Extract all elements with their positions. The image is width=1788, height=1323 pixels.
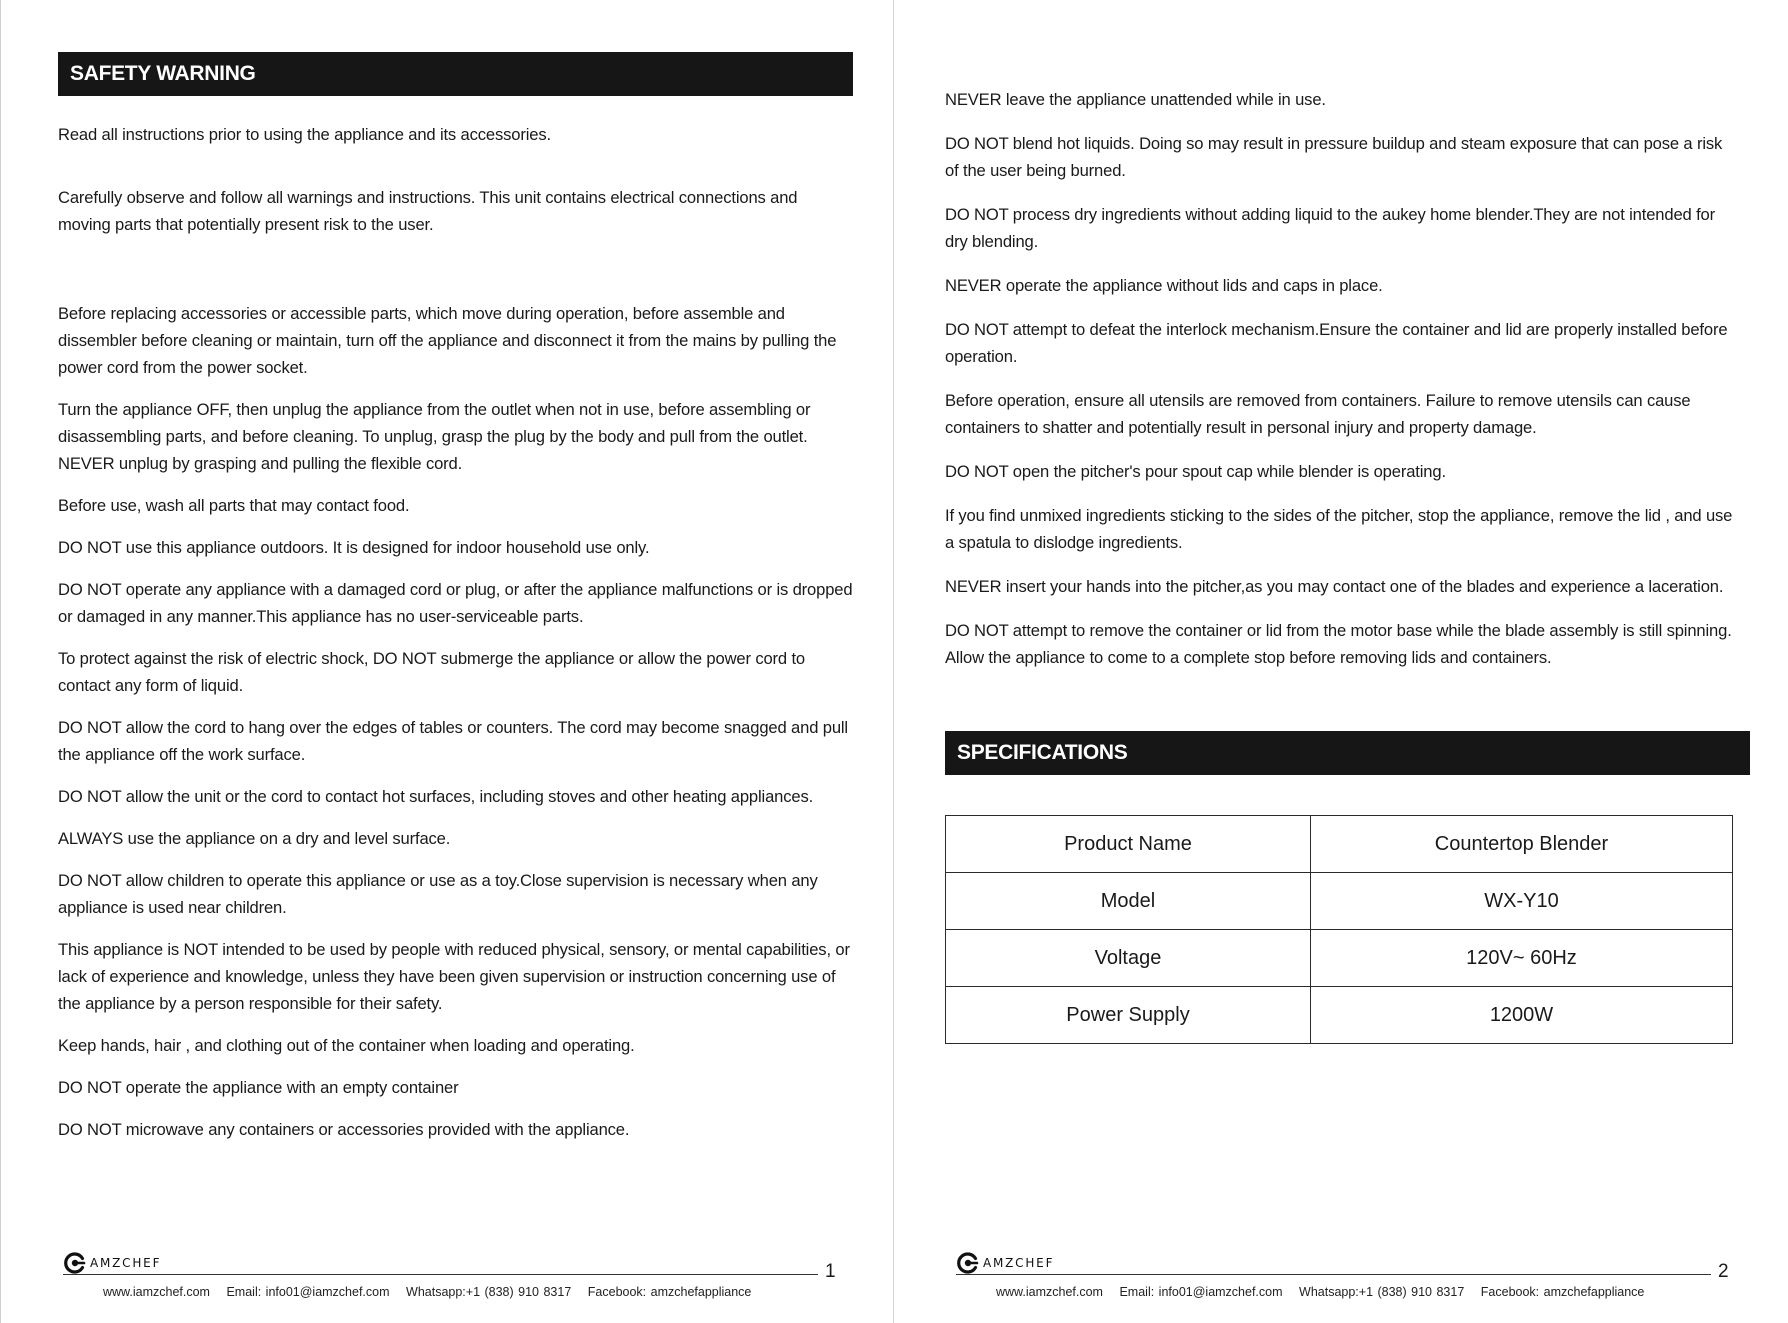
footer-divider [63, 1274, 818, 1275]
safety-warning-section [58, 52, 853, 1158]
warning-paragraph: NEVER leave the appliance unattended while in use. [945, 90, 1326, 109]
warning-paragraph: To protect against the risk of electric shock, DO NOT submerge the appliance or allow the power cord to contact any form of liquid. [58, 649, 805, 695]
warning-paragraph: Before replacing accessories or accessible parts, which move during operation, before assemble and dissembler before cleaning or maintain, turn off the appliance and disconnect it from the mains by pulling the power cord from the power socket. [58, 304, 837, 377]
page-number: 1 [825, 1261, 836, 1282]
warning-paragraph: DO NOT use this appliance outdoors. It is designed for indoor household use only. [58, 538, 650, 557]
contact-line [103, 1285, 763, 1299]
warning-paragraph: DO NOT microwave any containers or accessories provided with the appliance. [58, 1120, 630, 1139]
page-footer [63, 1244, 863, 1314]
spec-value: Countertop Blender [1311, 816, 1733, 873]
table-row [946, 873, 1733, 930]
email-contact: Email: info01@iamzchef.com [226, 1285, 390, 1299]
facebook-contact: Facebook: amzchefappliance [1480, 1285, 1645, 1299]
specifications-heading: SPECIFICATIONS [945, 731, 1750, 775]
table-row [946, 816, 1733, 873]
warning-paragraph: Read all instructions prior to using the appliance and its accessories. [58, 125, 551, 144]
spec-label: Power Supply [946, 987, 1311, 1044]
email-contact: Email: info01@iamzchef.com [1119, 1285, 1283, 1299]
brand-logo [63, 1250, 161, 1276]
warning-paragraph: DO NOT operate the appliance with an empty container [58, 1078, 459, 1097]
brand-logo [956, 1250, 1054, 1276]
spec-label: Model [946, 873, 1311, 930]
warning-paragraph: Before use, wash all parts that may contact food. [58, 496, 410, 515]
warning-paragraph: DO NOT blend hot liquids. Doing so may result in pressure buildup and steam exposure that can pose a risk of the user being burned. [945, 134, 1723, 180]
amzchef-logo-icon [63, 1251, 87, 1275]
warning-paragraph: Before operation, ensure all utensils are removed from containers. Failure to remove utensils can cause containers to shatter and potentially result in personal injury and property damage. [945, 391, 1691, 437]
spec-value: 1200W [1311, 987, 1733, 1044]
footer-divider [956, 1274, 1711, 1275]
whatsapp-contact: Whatsapp:+1 (838) 910 8317 [406, 1285, 572, 1299]
warning-paragraph: NEVER insert your hands into the pitcher,as you may contact one of the blades and experience a laceration. [945, 577, 1724, 596]
warning-paragraph: DO NOT attempt to remove the container or lid from the motor base while the blade assembly is still spinning. Allow the appliance to come to a complete stop before removing lids and containers. [945, 621, 1732, 667]
warning-paragraph: This appliance is NOT intended to be used by people with reduced physical, sensory, or mental capabilities, or lack of experience and knowledge, unless they have been given supervision or instruction concerning use of the appliance by a person responsible for their safety. [58, 940, 850, 1013]
warning-paragraph: Carefully observe and follow all warnings and instructions. This unit contains electrical connections and moving parts that potentially present risk to the user. [58, 188, 798, 234]
website-link[interactable]: www.iamzchef.com [996, 1285, 1103, 1299]
whatsapp-contact: Whatsapp:+1 (838) 910 8317 [1299, 1285, 1465, 1299]
manual-page-2 [893, 0, 1786, 1323]
warning-paragraph: NEVER operate the appliance without lids and caps in place. [945, 276, 1383, 295]
spec-label: Product Name [946, 816, 1311, 873]
safety-warning-heading: SAFETY WARNING [58, 52, 853, 96]
brand-name: AMZCHEF [90, 1256, 162, 1270]
warning-paragraph: DO NOT allow the unit or the cord to contact hot surfaces, including stoves and other heating appliances. [58, 787, 814, 806]
warning-paragraph: Keep hands, hair , and clothing out of the container when loading and operating. [58, 1036, 635, 1055]
spec-value: 120V~ 60Hz [1311, 930, 1733, 987]
website-link[interactable]: www.iamzchef.com [103, 1285, 210, 1299]
specifications-table [945, 815, 1733, 1044]
page-number: 2 [1718, 1261, 1729, 1282]
amzchef-logo-icon [956, 1251, 980, 1275]
warnings-continued-section [945, 86, 1738, 1044]
table-row [946, 930, 1733, 987]
table-row [946, 987, 1733, 1044]
warning-paragraph: DO NOT process dry ingredients without adding liquid to the aukey home blender.They are not intended for dry blending. [945, 205, 1715, 251]
spec-label: Voltage [946, 930, 1311, 987]
warning-paragraph: Turn the appliance OFF, then unplug the appliance from the outlet when not in use, before assembling or disassembling parts, and before cleaning. To unplug, grasp the plug by the body and pull from the outlet. NEVER unplug by grasping and pulling the flexible cord. [58, 400, 811, 473]
warning-paragraph: DO NOT allow the cord to hang over the edges of tables or counters. The cord may become snagged and pull the appliance off the work surface. [58, 718, 848, 764]
warning-paragraph: DO NOT open the pitcher's pour spout cap while blender is operating. [945, 462, 1446, 481]
warning-paragraph: If you find unmixed ingredients sticking to the sides of the pitcher, stop the appliance, remove the lid , and use a spatula to dislodge ingredients. [945, 506, 1733, 552]
warning-paragraph: DO NOT allow children to operate this appliance or use as a toy.Close supervision is necessary when any appliance is used near children. [58, 871, 818, 917]
spec-value: WX-Y10 [1311, 873, 1733, 930]
brand-name: AMZCHEF [983, 1256, 1055, 1270]
warning-paragraph: DO NOT operate any appliance with a damaged cord or plug, or after the appliance malfunctions or is dropped or damaged in any manner.This appliance has no user-serviceable parts. [58, 580, 853, 626]
warning-paragraph: ALWAYS use the appliance on a dry and level surface. [58, 829, 451, 848]
page-footer [956, 1244, 1756, 1314]
warning-paragraph: DO NOT attempt to defeat the interlock mechanism.Ensure the container and lid are properly installed before operation. [945, 320, 1728, 366]
manual-page-1 [0, 0, 893, 1323]
contact-line [996, 1285, 1656, 1299]
facebook-contact: Facebook: amzchefappliance [587, 1285, 752, 1299]
